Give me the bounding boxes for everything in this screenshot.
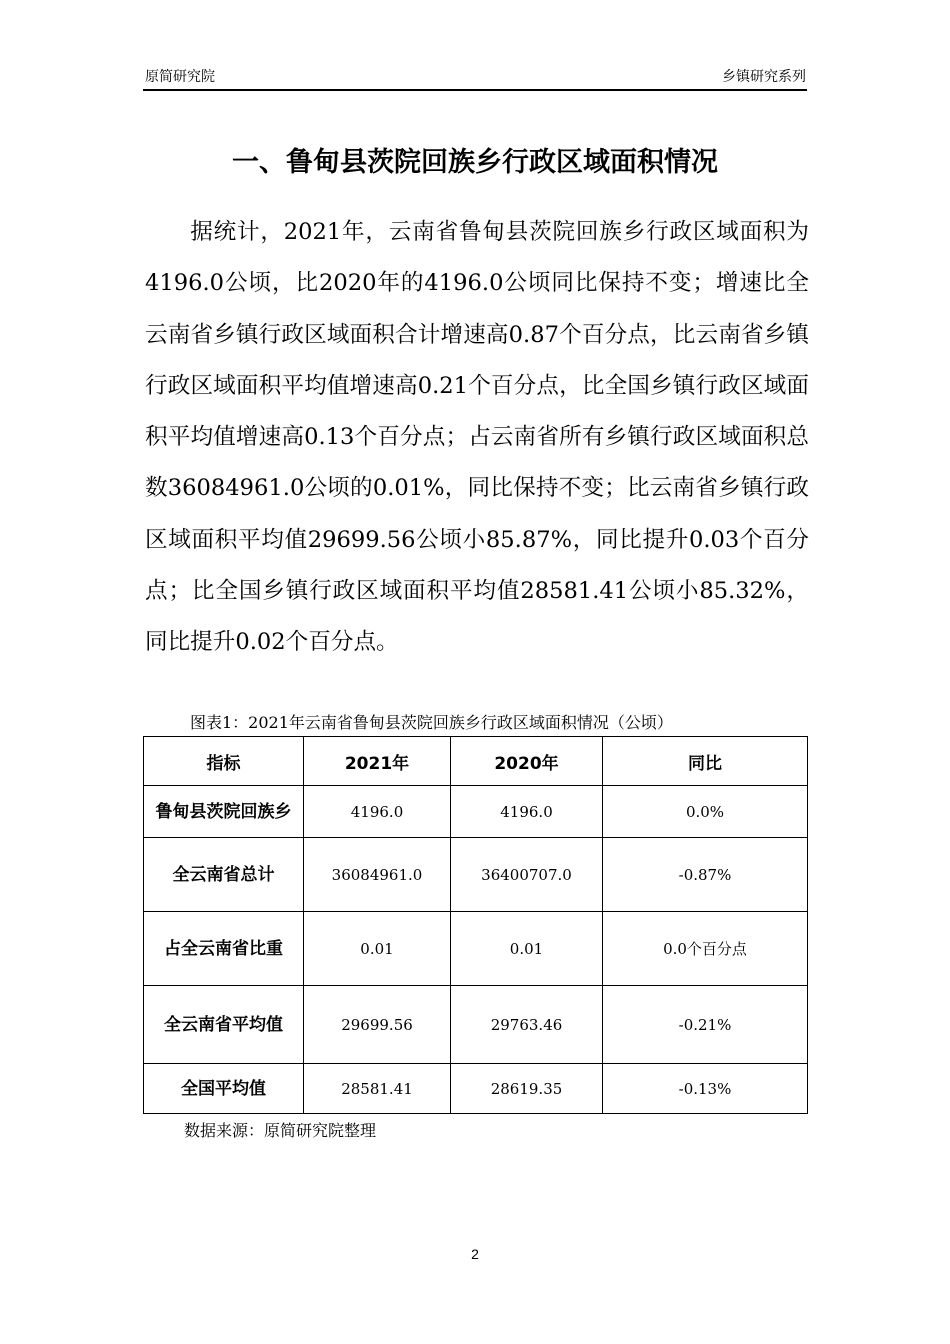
table-row bbox=[144, 912, 808, 986]
table-cell: 0.0% bbox=[603, 786, 808, 838]
row-label: 占全云南省比重 bbox=[144, 912, 304, 986]
table-cell: 4196.0 bbox=[451, 786, 603, 838]
table-header-cell: 2021年 bbox=[304, 737, 451, 786]
table-header-cell: 2020年 bbox=[451, 737, 603, 786]
table-row bbox=[144, 1064, 808, 1114]
table-cell: 28619.35 bbox=[451, 1064, 603, 1114]
table-cell: 28581.41 bbox=[304, 1064, 451, 1114]
table-cell: 36084961.0 bbox=[304, 838, 451, 912]
table-cell: 0.01 bbox=[451, 912, 603, 986]
row-label: 全云南省总计 bbox=[144, 838, 304, 912]
table-header-row bbox=[144, 737, 808, 786]
table-caption: 图表1：2021年云南省鲁甸县茨院回族乡行政区域面积情况（公顷） bbox=[190, 713, 673, 732]
header-divider bbox=[143, 89, 807, 91]
table-source-note: 数据来源：原简研究院整理 bbox=[184, 1121, 377, 1140]
table-cell: 36400707.0 bbox=[451, 838, 603, 912]
table-cell: 0.01 bbox=[304, 912, 451, 986]
table-cell: 29699.56 bbox=[304, 986, 451, 1064]
data-table bbox=[143, 736, 808, 1114]
header-left: 原简研究院 bbox=[145, 69, 215, 85]
table-cell: -0.13% bbox=[603, 1064, 808, 1114]
table-row bbox=[144, 986, 808, 1064]
table-row bbox=[144, 786, 808, 838]
table-cell: -0.87% bbox=[603, 838, 808, 912]
table-header-cell: 同比 bbox=[603, 737, 808, 786]
table-cell: -0.21% bbox=[603, 986, 808, 1064]
table-cell: 0.0个百分点 bbox=[603, 912, 808, 986]
row-label: 全云南省平均值 bbox=[144, 986, 304, 1064]
row-label: 全国平均值 bbox=[144, 1064, 304, 1114]
section-title: 一、鲁甸县茨院回族乡行政区域面积情况 bbox=[232, 147, 718, 178]
header-right: 乡镇研究系列 bbox=[722, 69, 806, 85]
body-paragraph: 据统计，2021年，云南省鲁甸县茨院回族乡行政区域面积为4196.0公顷，比2020年的4196.0公顷同比保持不变；增速比全云南省乡镇行政区域面积合计增速高0.87个百分点，比云南省乡镇行政区域面积平均值增速高0.21个百分点，比全国乡镇行政区域面积平均值增速高0.13个百分点；占云南省所有乡镇行政区域面积总数36084961.0公顷的0.01%，同比保持不变；比云南省乡镇行政区域面积平均值29699.56公顷小85.87%，同比提升0.03个百分点；比全国乡镇行政区域面积平均值28581.41公顷小85.32%，同比提升0.02个百分点。 bbox=[145, 219, 809, 656]
table-header-cell: 指标 bbox=[144, 737, 304, 786]
table-cell: 29763.46 bbox=[451, 986, 603, 1064]
table-cell: 4196.0 bbox=[304, 786, 451, 838]
row-label: 鲁甸县茨院回族乡 bbox=[144, 786, 304, 838]
table-row bbox=[144, 838, 808, 912]
page-number: 2 bbox=[471, 1246, 479, 1262]
